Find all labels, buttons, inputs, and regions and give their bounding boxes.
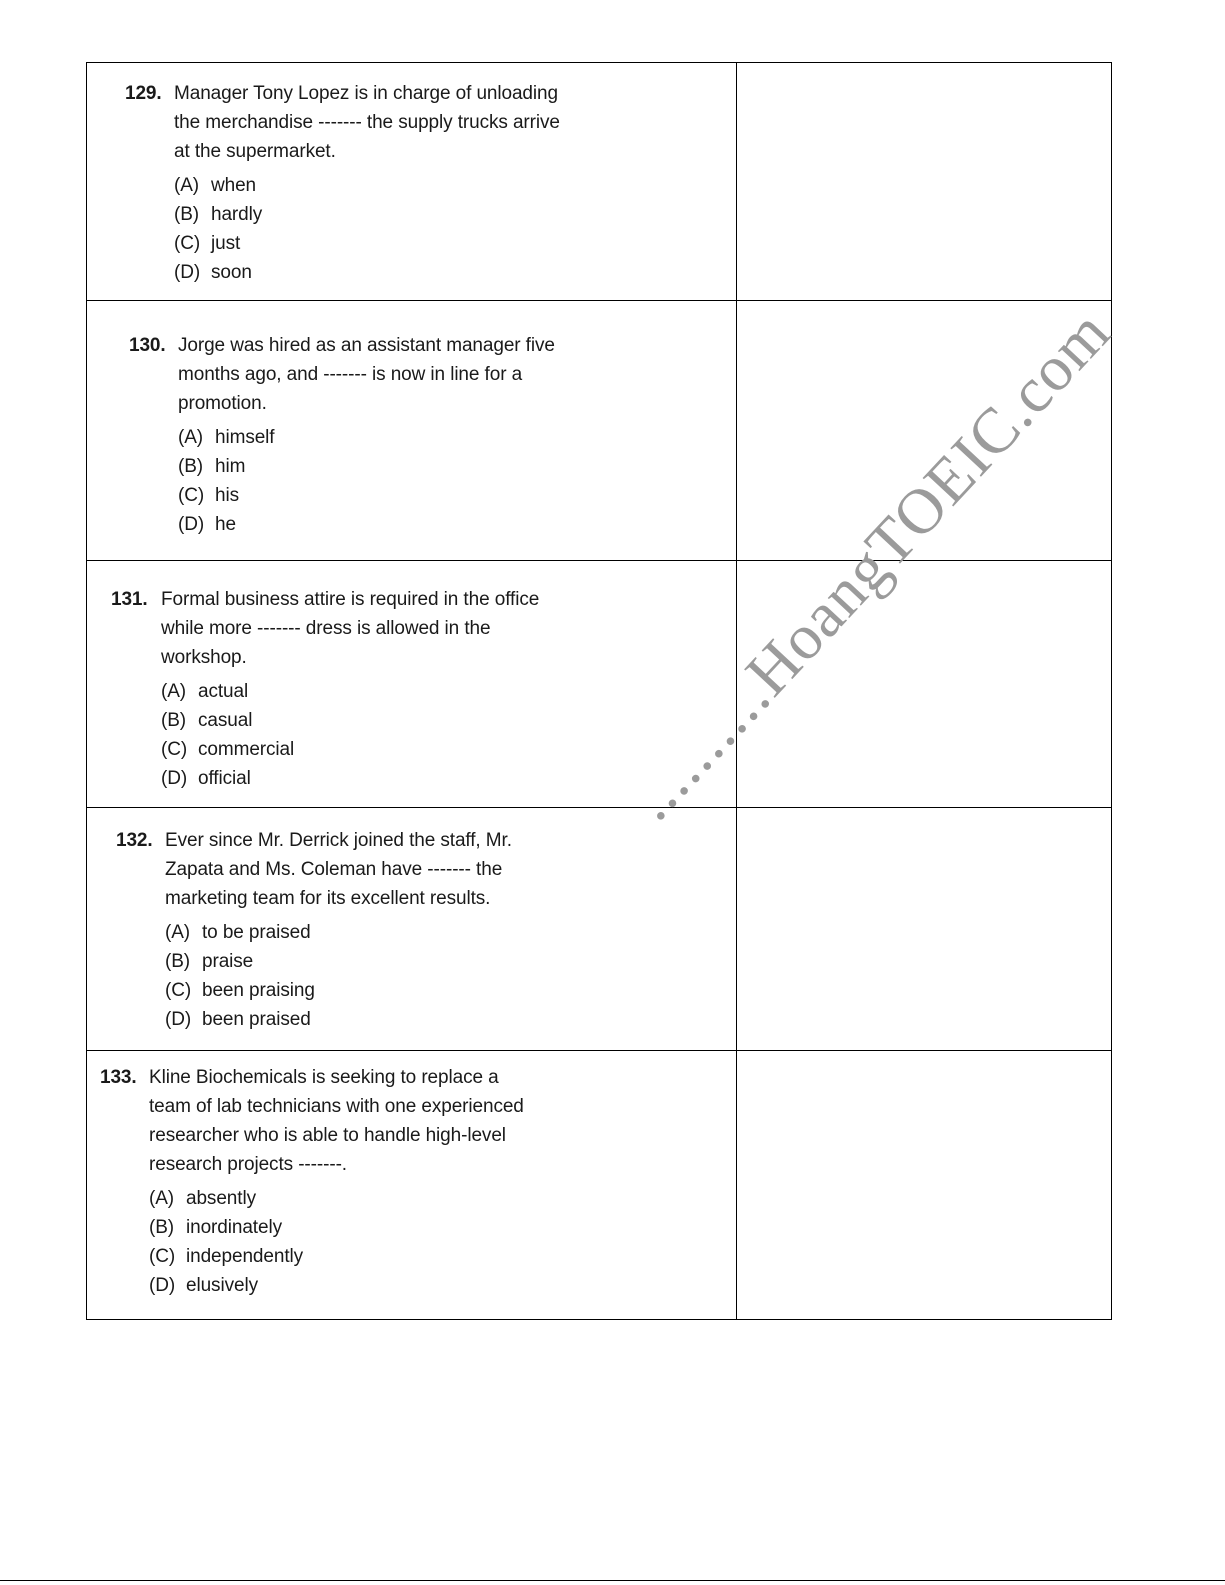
option-text: to be praised <box>202 922 311 943</box>
option-text: hardly <box>211 204 263 225</box>
question-row-129 <box>87 63 1111 301</box>
option-text: been praised <box>202 1009 311 1030</box>
option-letter: (C) <box>165 980 192 1001</box>
option-b[interactable] <box>178 452 555 481</box>
option-c[interactable] <box>174 229 560 258</box>
option-letter: (D) <box>161 768 188 789</box>
option-text: he <box>215 514 236 535</box>
option-text: elusively <box>186 1275 258 1296</box>
question-text: Formal business attire is required in the office while more ------- dress is allowed in the workshop. <box>161 589 540 668</box>
option-letter: (A) <box>149 1188 175 1209</box>
option-text: independently <box>186 1246 304 1267</box>
question-129 <box>125 79 560 287</box>
question-131 <box>111 585 539 793</box>
option-a[interactable] <box>165 918 512 947</box>
question-132 <box>116 826 512 1034</box>
option-c[interactable] <box>165 976 512 1005</box>
option-letter: (D) <box>149 1275 176 1296</box>
option-letter: (B) <box>174 204 200 225</box>
option-text: absently <box>186 1188 256 1209</box>
question-number: 133. <box>100 1067 137 1088</box>
option-d[interactable] <box>178 510 555 539</box>
option-letter: (B) <box>149 1217 175 1238</box>
option-d[interactable] <box>161 764 539 793</box>
option-text: inordinately <box>186 1217 282 1238</box>
option-letter: (A) <box>165 922 191 943</box>
question-text: Jorge was hired as an assistant manager five months ago, and ------- is now in line for a promotion. <box>178 335 555 414</box>
option-text: praise <box>202 951 254 972</box>
option-letter: (C) <box>149 1246 176 1267</box>
option-letter: (B) <box>161 710 187 731</box>
answer-options <box>165 918 512 1034</box>
question-number: 129. <box>125 83 162 104</box>
option-text: just <box>211 233 241 254</box>
question-row-133 <box>87 1051 1111 1321</box>
option-text: commercial <box>198 739 295 760</box>
option-a[interactable] <box>161 677 539 706</box>
question-number: 130. <box>129 335 166 356</box>
option-text: official <box>198 768 251 789</box>
question-row-131 <box>87 561 1111 808</box>
option-d[interactable] <box>174 258 560 287</box>
question-row-132 <box>87 808 1111 1051</box>
option-b[interactable] <box>174 200 560 229</box>
option-letter: (C) <box>161 739 188 760</box>
option-b[interactable] <box>161 706 539 735</box>
option-text: him <box>215 456 246 477</box>
option-text: actual <box>198 681 249 702</box>
option-letter: (A) <box>174 175 200 196</box>
question-130 <box>129 331 555 539</box>
option-letter: (D) <box>165 1009 192 1030</box>
watermark: ..........HoangTOEIC.com <box>615 296 1124 834</box>
option-c[interactable] <box>178 481 555 510</box>
option-text: soon <box>211 262 252 283</box>
question-text: Ever since Mr. Derrick joined the staff, Mr. Zapata and Ms. Coleman have ------- the marketing team for its excellent results. <box>165 830 512 909</box>
answer-options <box>174 171 560 287</box>
option-c[interactable] <box>161 735 539 764</box>
option-a[interactable] <box>178 423 555 452</box>
option-letter: (C) <box>174 233 201 254</box>
question-text: Manager Tony Lopez is in charge of unloading the merchandise ------- the supply trucks arrive at the supermarket. <box>174 83 560 162</box>
option-d[interactable] <box>149 1271 524 1300</box>
option-letter: (A) <box>161 681 187 702</box>
option-letter: (D) <box>178 514 205 535</box>
answer-options <box>178 423 555 539</box>
question-number: 131. <box>111 589 148 610</box>
page-bottom-rule <box>0 1580 1225 1581</box>
answer-options <box>149 1184 524 1300</box>
question-133 <box>100 1063 524 1300</box>
option-letter: (B) <box>165 951 191 972</box>
option-text: when <box>211 175 257 196</box>
answer-options <box>161 677 539 793</box>
question-table <box>86 62 1112 1320</box>
option-letter: (A) <box>178 427 204 448</box>
option-text: himself <box>215 427 275 448</box>
option-text: been praising <box>202 980 315 1001</box>
option-b[interactable] <box>149 1213 524 1242</box>
option-text: his <box>215 485 239 506</box>
option-d[interactable] <box>165 1005 512 1034</box>
option-letter: (D) <box>174 262 201 283</box>
option-text: casual <box>198 710 253 731</box>
option-b[interactable] <box>165 947 512 976</box>
option-a[interactable] <box>174 171 560 200</box>
option-letter: (C) <box>178 485 205 506</box>
option-c[interactable] <box>149 1242 524 1271</box>
question-text: Kline Biochemicals is seeking to replace a team of lab technicians with one experienced researcher who is able to handle high-level research projects -------. <box>149 1067 524 1175</box>
option-a[interactable] <box>149 1184 524 1213</box>
option-letter: (B) <box>178 456 204 477</box>
question-number: 132. <box>116 830 153 851</box>
